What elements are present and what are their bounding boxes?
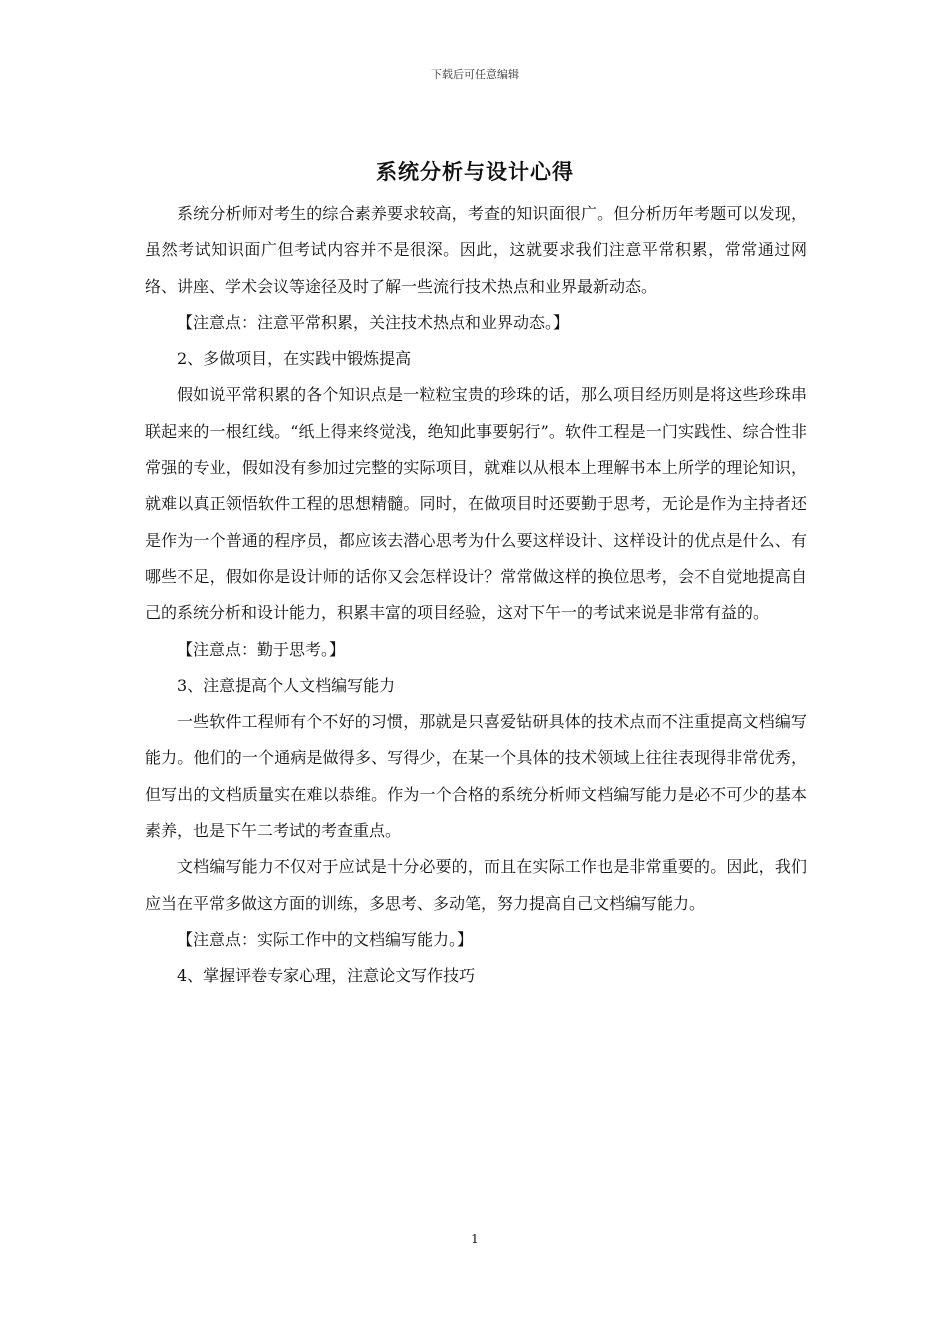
paragraph: 假如说平常积累的各个知识点是一粒粒宝贵的珍珠的话，那么项目经历则是将这些珍珠串联起来的一根红线。“纸上得来终觉浅，绝知此事要躬行”。软件工程是一门实践性、综合性非常强的专业，假如没有参加过完整的实际项目，就难以从根本上理解书本上所学的理论知识，就难以真正领悟软件工程的思想精髓。同时，在做项目时还要勤于思考，无论是作为主持者还是作为一个普通的程序员，都应该去潜心思考为什么要这样设计、这样设计的优点是什么、有哪些不足，假如你是设计师的话你又会怎样设计？常常做这样的换位思考，会不自觉地提高自己的系统分析和设计能力，积累丰富的项目经验，这对下午一的考试来说是非常有益的。 xyxy=(145,385,807,623)
section-heading: 2、多做项目，在实践中锻炼提高 xyxy=(177,349,412,369)
paragraph: 【注意点：勤于思考。】 xyxy=(177,639,346,659)
document-title: 系统分析与设计心得 xyxy=(376,159,574,184)
section-heading: 4、掌握评卷专家心理，注意论文写作技巧 xyxy=(177,966,476,986)
page-header: 下载后可任意编辑 xyxy=(431,68,519,81)
paragraph: 【注意点：注意平常积累，关注技术热点和业界动态。】 xyxy=(177,312,570,332)
section-heading: 3、注意提高个人文档编写能力 xyxy=(177,675,396,695)
document-body xyxy=(145,196,807,995)
page-number: 1 xyxy=(471,1232,479,1246)
paragraph: 系统分析师对考生的综合素养要求较高，考查的知识面很广。但分析历年考题可以发现，虽然考试知识面广但考试内容并不是很深。因此，这就要求我们注意平常积累，常常通过网络、讲座、学术会议等途径及时了解一些流行技术热点和业界最新动态。 xyxy=(145,204,807,296)
paragraph: 文档编写能力不仅对于应试是十分必要的，而且在实际工作也是非常重要的。因此，我们应当在平常多做这方面的训练，多思考、多动笔，努力提高自己文档编写能力。 xyxy=(145,857,807,913)
paragraph: 【注意点：实际工作中的文档编写能力。】 xyxy=(177,929,474,949)
paragraph: 一些软件工程师有个不好的习惯，那就是只喜爱钻研具体的技术点而不注重提高文档编写能力。他们的一个通病是做得多、写得少，在某一个具体的技术领域上往往表现得非常优秀，但写出的文档质量实在难以恭维。作为一个合格的系统分析师文档编写能力是必不可少的基本素养，也是下午二考试的考查重点。 xyxy=(145,712,807,841)
